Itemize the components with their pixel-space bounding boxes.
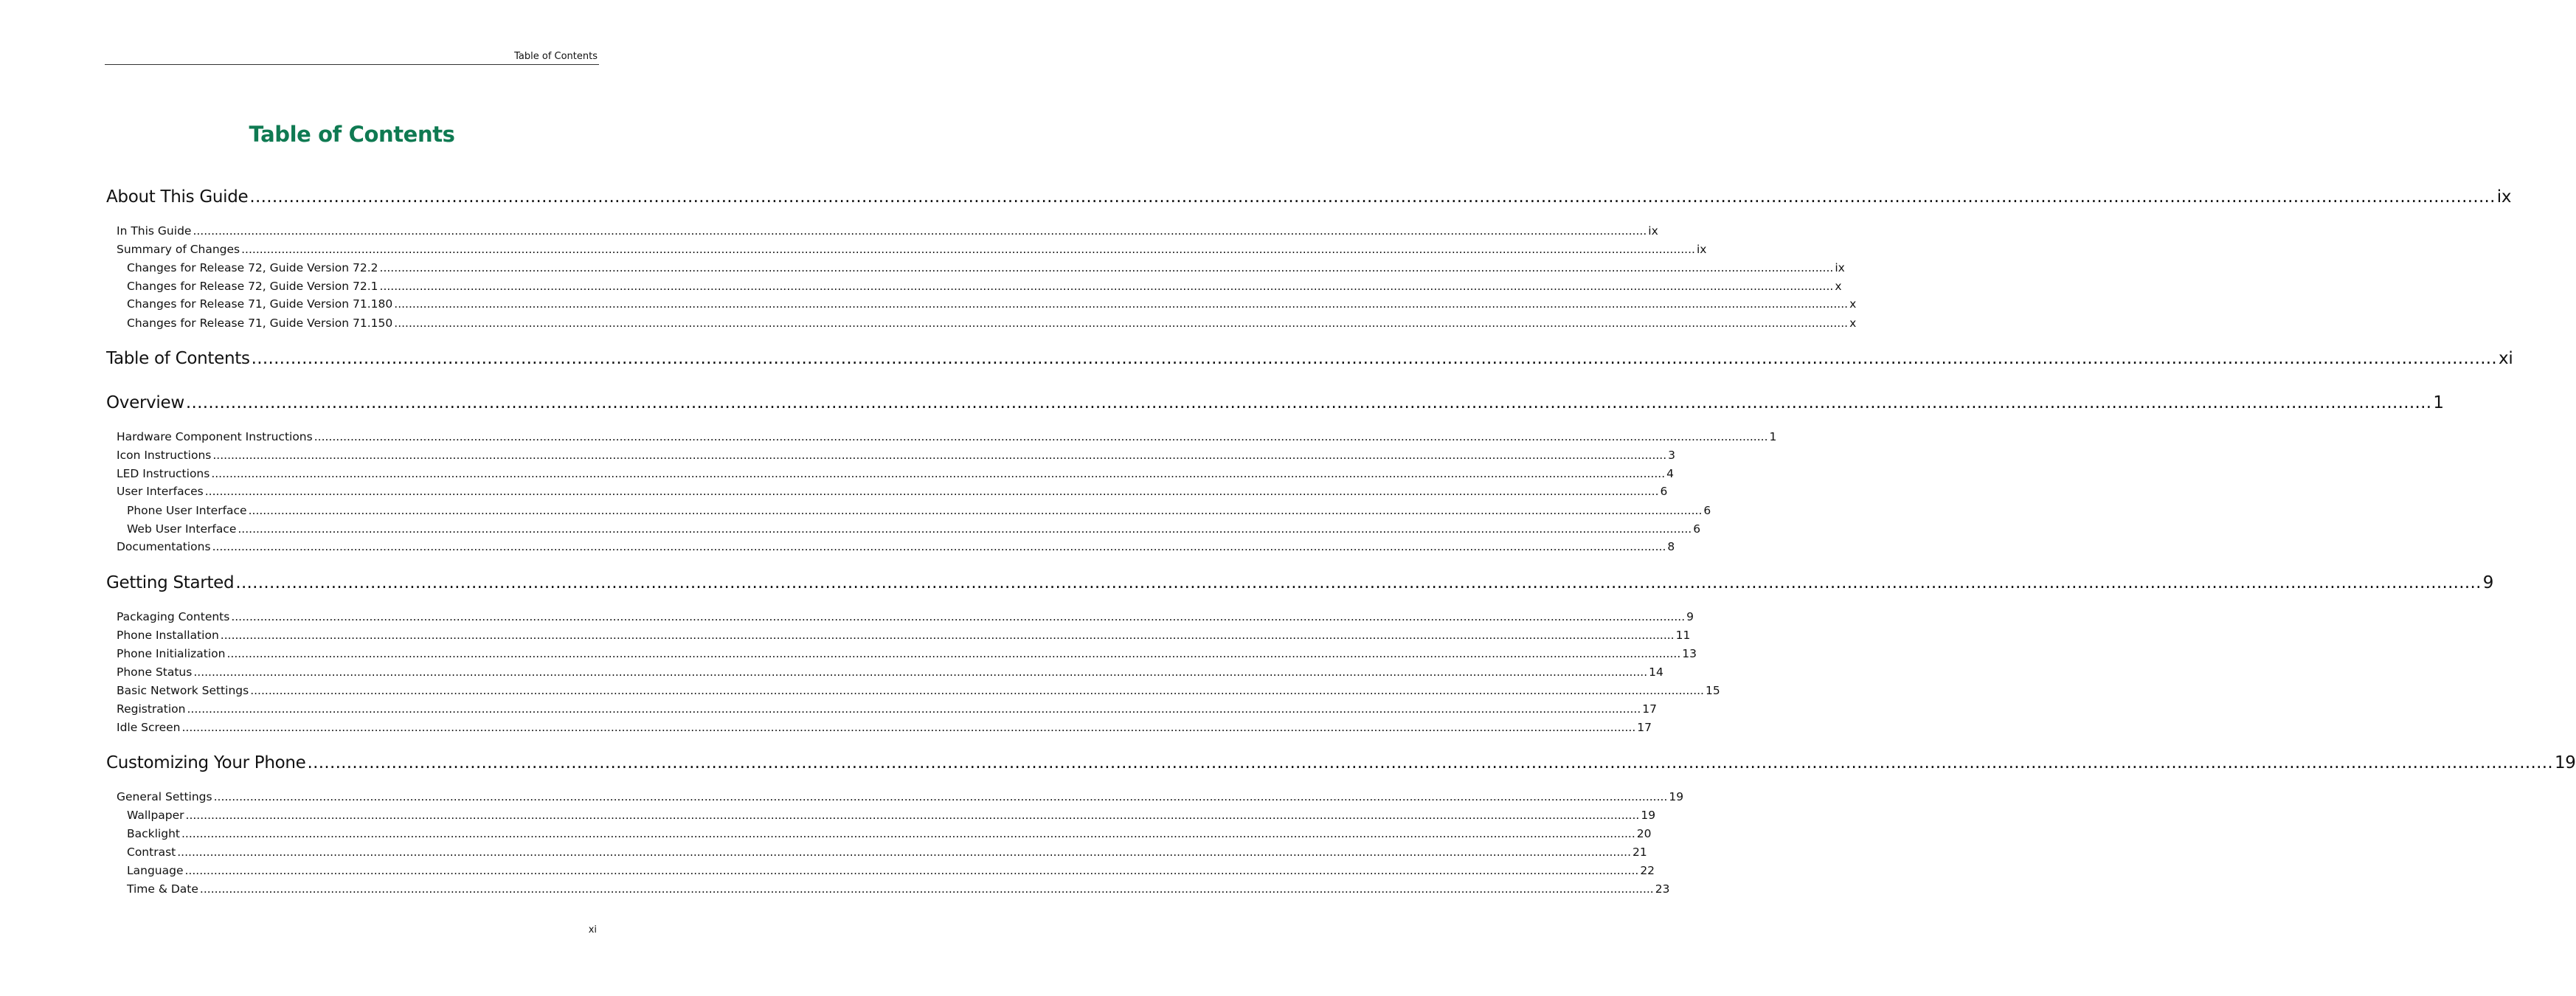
toc-section-entry[interactable] (117, 448, 1676, 463)
toc-entry-page: 8 (1667, 540, 1675, 553)
toc-dot-leader: ................................................................................................................................................................................................................................................................................................................................................................................................................ (251, 349, 2498, 368)
toc-section-entry[interactable] (117, 539, 1675, 554)
toc-entry-page: 23 (1655, 882, 1670, 896)
toc-entry-title: Phone Installation (117, 629, 219, 642)
toc-section-entry[interactable] (117, 224, 1658, 238)
running-header-title: Table of Contents (514, 51, 598, 62)
toc-entry-page: 9 (1686, 610, 1694, 623)
toc-dot-leader: ................................................................................................................................................................................................................................................................................................................................................................................................................ (394, 317, 1849, 330)
toc-entry-title: Web User Interface (127, 522, 237, 536)
toc-entry-title: Hardware Component Instructions (117, 430, 313, 443)
toc-dot-leader: ................................................................................................................................................................................................................................................................................................................................................................................................................ (212, 449, 1667, 462)
toc-section-entry[interactable] (117, 609, 1694, 624)
toc-dot-leader: ................................................................................................................................................................................................................................................................................................................................................................................................................ (394, 297, 1849, 311)
toc-dot-leader: ................................................................................................................................................................................................................................................................................................................................................................................................................ (379, 261, 1834, 274)
toc-entry-page: ix (2496, 187, 2512, 207)
toc-dot-leader: ................................................................................................................................................................................................................................................................................................................................................................................................................ (193, 665, 1648, 679)
toc-entry-page: ix (1648, 224, 1658, 238)
toc-entry-title: Contrast (127, 845, 176, 859)
toc-dot-leader: ................................................................................................................................................................................................................................................................................................................................................................................................................ (248, 504, 1703, 517)
toc-entry-page: 13 (1682, 647, 1697, 660)
toc-entry-title: General Settings (117, 790, 212, 803)
toc-dot-leader: ................................................................................................................................................................................................................................................................................................................................................................................................................ (181, 827, 1635, 840)
toc-entry-page: x (1849, 297, 1857, 311)
toc-section-entry[interactable] (127, 863, 1655, 878)
toc-section-entry[interactable] (127, 279, 1842, 294)
toc-entry-page: 6 (1703, 504, 1711, 517)
toc-dot-leader: ................................................................................................................................................................................................................................................................................................................................................................................................................ (250, 684, 1704, 697)
toc-dot-leader: ................................................................................................................................................................................................................................................................................................................................................................................................................ (212, 540, 1666, 553)
toc-dot-leader: ................................................................................................................................................................................................................................................................................................................................................................................................................ (235, 573, 2482, 592)
toc-entry-page: ix (1696, 243, 1707, 256)
toc-entry-title: Wallpaper (127, 809, 184, 822)
toc-entry-page: x (1849, 317, 1857, 330)
toc-chapter-entry[interactable] (106, 752, 2576, 774)
toc-entry-page: 20 (1636, 827, 1652, 840)
toc-dot-leader: ................................................................................................................................................................................................................................................................................................................................................................................................................ (193, 224, 1647, 238)
toc-section-entry[interactable] (117, 628, 1691, 643)
toc-dot-leader: ................................................................................................................................................................................................................................................................................................................................................................................................................ (231, 610, 1686, 623)
toc-entry-title: In This Guide (117, 224, 192, 238)
toc-entry-page: 17 (1642, 702, 1658, 716)
toc-entry-title: Documentations (117, 540, 211, 553)
toc-entry-page: 17 (1637, 721, 1652, 734)
toc-dot-leader: ................................................................................................................................................................................................................................................................................................................................................................................................................ (213, 790, 1668, 803)
toc-section-entry[interactable] (117, 484, 1668, 499)
toc-entry-title: Changes for Release 71, Guide Version 71.150 (127, 317, 393, 330)
toc-dot-leader: ................................................................................................................................................................................................................................................................................................................................................................................................................ (204, 485, 1659, 498)
toc-section-entry[interactable] (127, 808, 1656, 823)
toc-dot-leader: ................................................................................................................................................................................................................................................................................................................................................................................................................ (185, 393, 2432, 412)
toc-section-entry[interactable] (117, 789, 1684, 804)
toc-entry-page: 11 (1675, 629, 1691, 642)
toc-section-entry[interactable] (117, 466, 1675, 481)
toc-entry-page: 1 (2433, 393, 2444, 412)
toc-section-entry[interactable] (127, 503, 1711, 518)
toc-section-entry[interactable] (117, 242, 1707, 257)
toc-section-entry[interactable] (117, 702, 1658, 716)
toc-section-entry[interactable] (127, 297, 1857, 311)
toc-section-entry[interactable] (127, 826, 1652, 841)
toc-entry-title: Phone User Interface (127, 504, 247, 517)
toc-dot-leader: ................................................................................................................................................................................................................................................................................................................................................................................................................ (314, 430, 1768, 443)
toc-dot-leader: ................................................................................................................................................................................................................................................................................................................................................................................................................ (220, 629, 1675, 642)
toc-entry-page: 3 (1668, 449, 1676, 462)
toc-entry-page: 14 (1649, 665, 1663, 679)
toc-section-entry[interactable] (127, 260, 1845, 275)
toc-dot-leader: ................................................................................................................................................................................................................................................................................................................................................................................................................ (199, 882, 1654, 896)
toc-entry-title: Registration (117, 702, 186, 716)
toc-entry-page: 6 (1693, 522, 1701, 536)
toc-entry-page: x (1835, 280, 1842, 293)
toc-dot-leader: ................................................................................................................................................................................................................................................................................................................................................................................................................ (307, 753, 2553, 772)
toc-entry-title: Icon Instructions (117, 449, 212, 462)
toc-dot-leader: ................................................................................................................................................................................................................................................................................................................................................................................................................ (181, 721, 1636, 734)
toc-entry-title: Packaging Contents (117, 610, 230, 623)
toc-entry-title: Idle Screen (117, 721, 181, 734)
toc-entry-page: 1 (1769, 430, 1777, 443)
toc-section-entry[interactable] (117, 683, 1720, 698)
toc-entry-page: 19 (1669, 790, 1684, 803)
toc-entry-page: 22 (1640, 864, 1655, 877)
toc-entry-title: Getting Started (106, 573, 235, 592)
toc-entry-page: ix (1835, 261, 1845, 274)
toc-dot-leader: ................................................................................................................................................................................................................................................................................................................................................................................................................ (185, 809, 1640, 822)
toc-section-entry[interactable] (127, 316, 1857, 331)
toc-entry-title: Basic Network Settings (117, 684, 249, 697)
toc-entry-title: Changes for Release 72, Guide Version 72.1 (127, 280, 378, 293)
toc-entry-page: 19 (1641, 809, 1656, 822)
toc-entry-page: 19 (2554, 753, 2576, 772)
toc-section-entry[interactable] (127, 882, 1670, 896)
toc-entry-page: 6 (1660, 485, 1668, 498)
toc-dot-leader: ................................................................................................................................................................................................................................................................................................................................................................................................................ (177, 845, 1632, 859)
toc-entry-title: LED Instructions (117, 467, 210, 480)
toc-entry-title: User Interfaces (117, 485, 204, 498)
toc-entry-page: 21 (1632, 845, 1647, 859)
toc-section-entry[interactable] (127, 845, 1647, 860)
toc-section-entry[interactable] (117, 429, 1777, 444)
toc-dot-leader: ................................................................................................................................................................................................................................................................................................................................................................................................................ (187, 702, 1641, 716)
toc-entry-title: Backlight (127, 827, 180, 840)
toc-chapter-entry[interactable] (106, 186, 2512, 208)
toc-entry-page: xi (2499, 349, 2513, 368)
toc-dot-leader: ................................................................................................................................................................................................................................................................................................................................................................................................................ (249, 187, 2496, 207)
toc-entry-title: Table of Contents (106, 349, 250, 368)
toc-entry-title: Phone Initialization (117, 647, 226, 660)
toc-chapter-entry[interactable] (106, 392, 2444, 414)
page-number: xi (588, 924, 597, 936)
toc-dot-leader: ................................................................................................................................................................................................................................................................................................................................................................................................................ (226, 647, 1681, 660)
toc-dot-leader: ................................................................................................................................................................................................................................................................................................................................................................................................................ (184, 864, 1639, 877)
toc-dot-leader: ................................................................................................................................................................................................................................................................................................................................................................................................................ (241, 243, 1695, 256)
toc-entry-page: 4 (1666, 467, 1675, 480)
page-title: Table of Contents (249, 122, 455, 148)
toc-entry-page: 9 (2482, 573, 2494, 592)
toc-entry-title: About This Guide (106, 187, 249, 207)
toc-entry-title: Time & Date (127, 882, 198, 896)
toc-chapter-entry[interactable] (106, 347, 2513, 370)
toc-chapter-entry[interactable] (106, 572, 2494, 594)
toc-entry-page: 15 (1706, 684, 1720, 697)
toc-entry-title: Phone Status (117, 665, 193, 679)
toc-section-entry[interactable] (127, 522, 1701, 536)
toc-section-entry[interactable] (117, 665, 1663, 679)
toc-entry-title: Customizing Your Phone (106, 753, 306, 772)
toc-section-entry[interactable] (117, 646, 1697, 661)
toc-dot-leader: ................................................................................................................................................................................................................................................................................................................................................................................................................ (238, 522, 1692, 536)
toc-dot-leader: ................................................................................................................................................................................................................................................................................................................................................................................................................ (211, 467, 1666, 480)
toc-dot-leader: ................................................................................................................................................................................................................................................................................................................................................................................................................ (379, 280, 1834, 293)
toc-entry-title: Changes for Release 71, Guide Version 71.180 (127, 297, 393, 311)
toc-entry-title: Changes for Release 72, Guide Version 72.2 (127, 261, 378, 274)
toc-section-entry[interactable] (117, 720, 1652, 735)
toc-entry-title: Language (127, 864, 184, 877)
toc-entry-title: Overview (106, 393, 184, 412)
toc-entry-title: Summary of Changes (117, 243, 240, 256)
